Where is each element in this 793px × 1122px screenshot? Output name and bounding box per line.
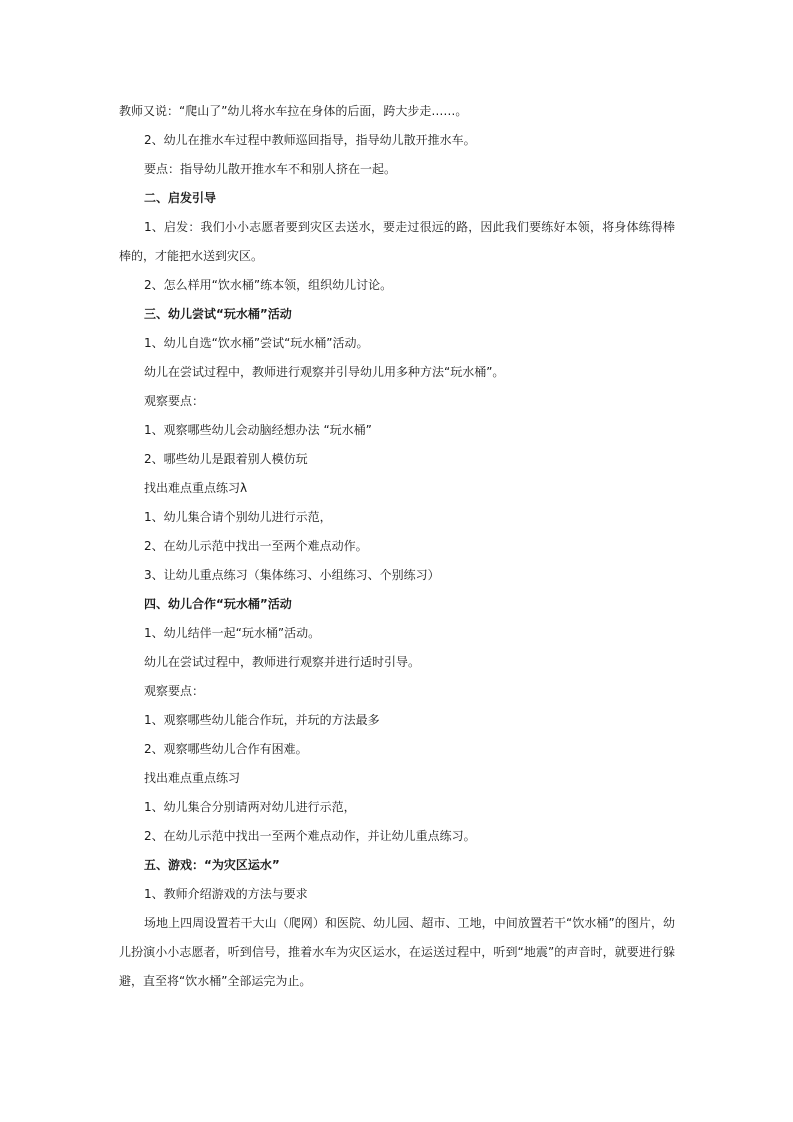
section-heading-4: 四、幼儿合作“玩水桶”活动 <box>144 597 292 611</box>
paragraph-observe-points-2: 观察要点： <box>144 684 205 698</box>
paragraph-observe-guide: 幼儿在尝试过程中，教师进行观察并引导幼儿用多种方法“玩水桶”。 <box>144 365 505 379</box>
paragraph-demo-3: 3、让幼儿重点练习（集体练习、小组练习、个别练习） <box>144 568 440 582</box>
paragraph-discuss: 2、怎么样用“饮水桶”练本领，组织幼儿讨论。 <box>144 278 393 292</box>
section-heading-5: 五、游戏：“为灾区运水” <box>144 858 280 872</box>
paragraph-partner: 1、幼儿结伴一起“玩水桶”活动。 <box>144 626 321 640</box>
paragraph-observe-1: 1、观察哪些幼儿会动脑经想办法 “玩水桶” <box>144 423 372 437</box>
section-heading-2: 二、启发引导 <box>144 191 217 205</box>
document-body <box>119 97 675 996</box>
paragraph-self-select: 1、幼儿自选“饮水桶”尝试“玩水桶”活动。 <box>144 336 369 350</box>
paragraph-key-point: 要点：指导幼儿散开推水车不和别人挤在一起。 <box>144 162 397 176</box>
paragraph-demo-1: 1、幼儿集合请个别幼儿进行示范， <box>144 510 332 524</box>
paragraph-find-difficulty: 找出难点重点练习λ <box>144 481 248 495</box>
paragraph-find-difficulty-2: 找出难点重点练习 <box>144 771 241 785</box>
paragraph-pair-demo-2: 2、在幼儿示范中找出一至两个难点动作，并让幼儿重点练习。 <box>144 829 476 843</box>
paragraph-cooperate-1: 1、观察哪些幼儿能合作玩，并玩的方法最多 <box>144 713 380 727</box>
paragraph-observe-timely: 幼儿在尝试过程中，教师进行观察并进行适时引导。 <box>144 655 421 669</box>
paragraph-game-description: 场地上四周设置若干大山（爬网）和医院、幼儿园、超市、工地，中间放置若干“饮水桶”的图片，幼儿扮演小小志愿者，听到信号，推着水车为灾区运水，在运送过程中，听到“地震”的声音时，就要进行躲避，直至将“饮水桶”全部运完为止。 <box>119 916 675 988</box>
paragraph-game-intro: 1、教师介绍游戏的方法与要求 <box>144 887 308 901</box>
section-heading-3: 三、幼儿尝试“玩水桶”活动 <box>144 307 292 321</box>
paragraph-pair-demo-1: 1、幼儿集合分别请两对幼儿进行示范， <box>144 800 356 814</box>
paragraph-inspire: 1、启发：我们小小志愿者要到灾区去送水，要走过很远的路，因此我们要练好本领，将身体练得棒棒的，才能把水送到灾区。 <box>119 220 675 263</box>
paragraph-demo-2: 2、在幼儿示范中找出一至两个难点动作。 <box>144 539 368 553</box>
paragraph-teacher-says: 教师又说：“爬山了”幼儿将水车拉在身体的后面，跨大步走……。 <box>119 104 468 118</box>
paragraph-cooperate-2: 2、观察哪些幼儿合作有困难。 <box>144 742 308 756</box>
paragraph-observe-2: 2、哪些幼儿是跟着别人模仿玩 <box>144 452 308 466</box>
paragraph-observe-points: 观察要点： <box>144 394 205 408</box>
paragraph-step-2-guide: 2、幼儿在推水车过程中教师巡回指导，指导幼儿散开推水车。 <box>144 133 476 147</box>
